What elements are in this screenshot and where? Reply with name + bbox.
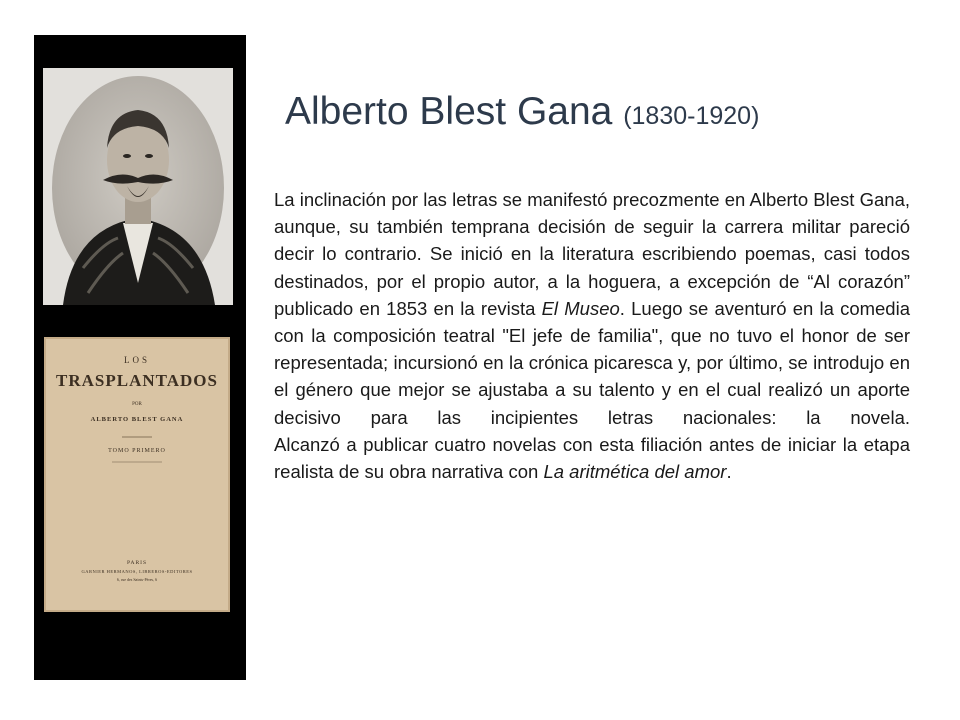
paragraph-2 (274, 431, 910, 485)
book-cover-por: POR (132, 402, 142, 407)
paragraph-1-emphasis: El Museo (541, 297, 620, 319)
title-years: (1830-1920) (623, 102, 760, 130)
paragraph-2-text-b: . (726, 461, 732, 483)
body-text (274, 186, 910, 485)
paragraph-1-text-b: . Luego se aventuró en la comedia con la composición teatral "El jefe de familia", que no tuvo el honor de ser representada; incursionó en la crónica picaresca y, por último, se introdujo en el género que mejor se ajustaba a su talento y en el cual realizó un aporte decisivo para las incipientes letras nacionales: la novela. (274, 297, 910, 428)
title-name: Alberto Blest Gana (285, 90, 613, 133)
portrait-photo (43, 68, 233, 305)
paragraph-1 (274, 186, 910, 431)
book-cover-title: TRASPLANTADOS (56, 371, 218, 390)
book-cover-author: ALBERTO BLEST GANA (90, 416, 184, 423)
book-cover-address: 6, rue des Saints-Pères, 6 (116, 577, 158, 582)
book-cover-city: PARIS (126, 560, 148, 566)
book-cover-volume: TOMO PRIMERO (108, 448, 166, 454)
paragraph-2-emphasis: La aritmética del amor (543, 461, 727, 483)
book-cover-image (44, 337, 230, 612)
paragraph-1-text-a: La inclinación por las letras se manifestó precozmente en Alberto Blest Gana, aunque, su también temprana decisión de seguir la carrera militar pareció decir lo contrario. Se inició en la literatura escribiendo poemas, casi todos destinados, por el propio autor, a la hoguera, a excepción de “Al corazón” publicado en 1853 en la revista (274, 189, 910, 319)
book-cover-los: LOS (123, 355, 150, 365)
page-title (285, 90, 759, 134)
paragraph-2-text-a: Alcanzó a publicar cuatro novelas con esta filiación antes de iniciar la etapa realista de su obra narrativa con (274, 433, 910, 483)
book-cover-publisher: GARNIER HERMANOS, LIBREROS-EDITORES (81, 569, 193, 574)
